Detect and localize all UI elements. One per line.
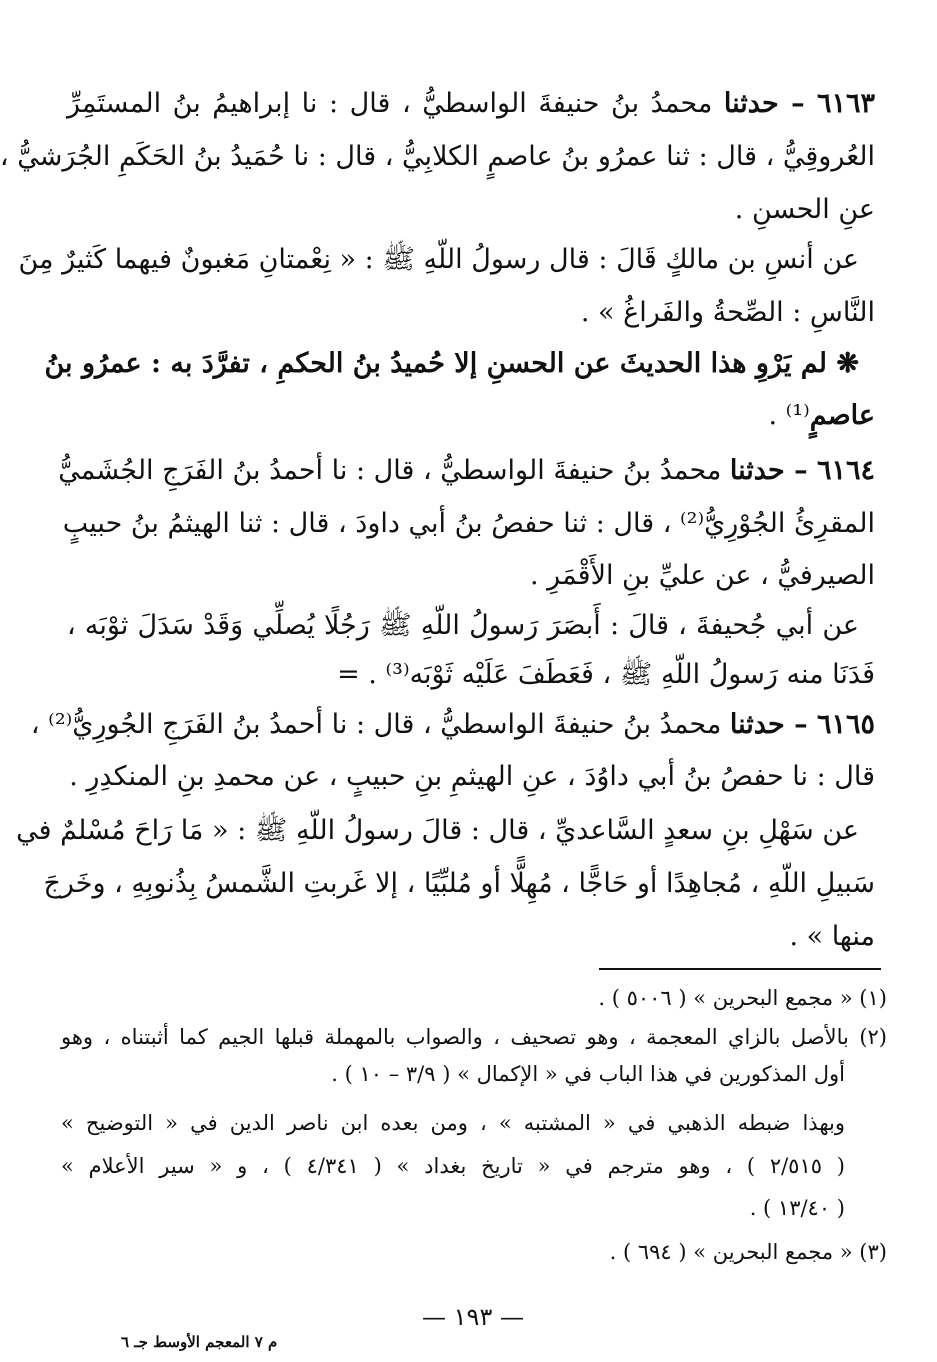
line-text: منها » . bbox=[789, 921, 875, 952]
text-line bbox=[67, 293, 875, 333]
footnote: (١) « مجمع البحرين » ( ٥٠٠٦ ) . bbox=[598, 986, 887, 1010]
text-line bbox=[30, 705, 875, 745]
printer-signature: م ٧ المعجم الأوسط جـ ٦ bbox=[121, 1333, 278, 1351]
text-line bbox=[0, 137, 875, 177]
commentary-line bbox=[44, 344, 859, 384]
line-text: عن أنسِ بن مالكٍ قَالَ : قال رسولُ اللّهِ ﷺ : « نِعْمتانِ مَغبونٌ فيهما كَثيرٌ مِنَ bbox=[18, 244, 859, 275]
line-text: قال : نا حفصُ بنُ أبي داوُدَ ، عنِ الهيثمِ بنِ حبيبٍ ، عن محمدِ بنِ المنكدِرِ . bbox=[69, 761, 875, 792]
footnote: (٢) بالأصل بالزاي المعجمة ، وهو تصحيف ، والصواب بالمهملة قبلها الجيم كما أثبتناه ، وهو bbox=[61, 1025, 887, 1049]
hadith-number: ٦١٦٥ – حدثنا bbox=[729, 709, 875, 740]
text-line bbox=[67, 556, 875, 596]
text-line bbox=[67, 606, 859, 646]
text-line bbox=[62, 504, 875, 544]
footnote-divider bbox=[599, 968, 881, 970]
text-line bbox=[67, 917, 875, 957]
footnote: ( ١٣/٤٠ ) . bbox=[749, 1196, 845, 1220]
line-text: عن سَهْلِ بنِ سعدٍ السَّاعديِّ ، قال : قالَ رسولُ اللّهِ ﷺ : « مَا رَاحَ مُسْلمٌ في bbox=[16, 815, 859, 846]
line-text: محمدُ بنُ حنيفةَ الواسطيُّ ، قال : نا إبراهيمُ بنُ المستَمِرِّ bbox=[67, 88, 724, 119]
line-text: النَّاسِ : الصِّحةُ والفَراغُ » . bbox=[580, 297, 875, 328]
line-text: سَبيلِ اللّهِ ، مُجاهِدًا أو حَاجًّا ، مُهِلًّا أو مُلبِّيًا ، إلا غَربتِ الشَّمسُ بِذُنوبِهِ ، وخَرجَ bbox=[43, 868, 875, 899]
line-text: عن أبي جُحيفةَ ، قالَ : أَبصَرَ رَسولُ اللّهِ ﷺ رَجُلًا يُصلِّي وَقَدْ سَدَلَ ثوْبَه ، bbox=[67, 610, 859, 641]
line-text: فَدَنَا منه رَسولُ اللّهِ ﷺ ، فَعَطَفَ عَلَيْه ثَوْبَه⁽³⁾ . = bbox=[337, 659, 875, 690]
line-text: عنِ الحسنِ . bbox=[734, 194, 875, 225]
footnote: ( ٢/٥١٥ ) ، وهو مترجم في « تاريخ بغداد » ( ٤/٣٤١ ) ، و « سير الأعلام » bbox=[61, 1154, 845, 1178]
text-line bbox=[43, 864, 875, 904]
commentary-text: عاصمٍ bbox=[809, 400, 875, 431]
footnote-ref: ⁽¹⁾ . bbox=[768, 400, 810, 431]
footnote: (٣) « مجمع البحرين » ( ٦٩٤ ) . bbox=[609, 1240, 887, 1264]
text-line bbox=[18, 240, 859, 280]
line-text: العُروقِيُّ ، قال : ثنا عمرُو بنُ عاصمٍ الكلابِيُّ ، قال : نا حُمَيدُ بنُ الحَكَمِ الجُرَشيُّ ، bbox=[0, 141, 875, 172]
hadith-number: ٦١٦٤ – حدثنا bbox=[729, 455, 875, 486]
text-line bbox=[16, 811, 859, 851]
line-text: محمدُ بنُ حنيفةَ الواسطيُّ ، قال : نا أحمدُ بنُ الفَرَجِ الجُورِيُّ⁽²⁾ ، bbox=[30, 709, 730, 740]
text-line bbox=[67, 84, 875, 124]
text-line bbox=[58, 451, 875, 491]
line-text: محمدُ بنُ حنيفةَ الواسطيُّ ، قال : نا أحمدُ بنُ الفَرَجِ الجُشَميُّ bbox=[58, 455, 730, 486]
footnote: وبهذا ضبطه الذهبي في « المشتبه » ، ومن بعده ابن ناصر الدين في « التوضيح » bbox=[61, 1111, 845, 1135]
footnote: أول المذكورين في هذا الباب في « الإكمال » ( ٣/٩ – ١٠ ) . bbox=[331, 1062, 845, 1086]
commentary-line bbox=[67, 396, 875, 436]
line-text: الصيرفيُّ ، عن عليِّ بنِ الأَقْمَرِ . bbox=[530, 560, 875, 591]
text-line bbox=[67, 757, 875, 797]
hadith-number: ٦١٦٣ – حدثنا bbox=[723, 88, 875, 119]
commentary-text: ❋ لم يَرْوِ هذا الحديثَ عن الحسنِ إلا حُميدُ بنُ الحكمِ ، تفرَّدَ به : عمرُو بنُ bbox=[44, 348, 859, 379]
line-text: المقرِئُ الجُوْرِيُّ⁽²⁾ ، قال : ثنا حفصُ بنُ أبي داودَ ، قال : ثنا الهيثمُ بنُ حبيبٍ bbox=[62, 508, 875, 539]
text-line bbox=[67, 190, 875, 230]
page-number: — ١٩٣ — bbox=[422, 1303, 524, 1331]
text-line bbox=[67, 655, 875, 695]
